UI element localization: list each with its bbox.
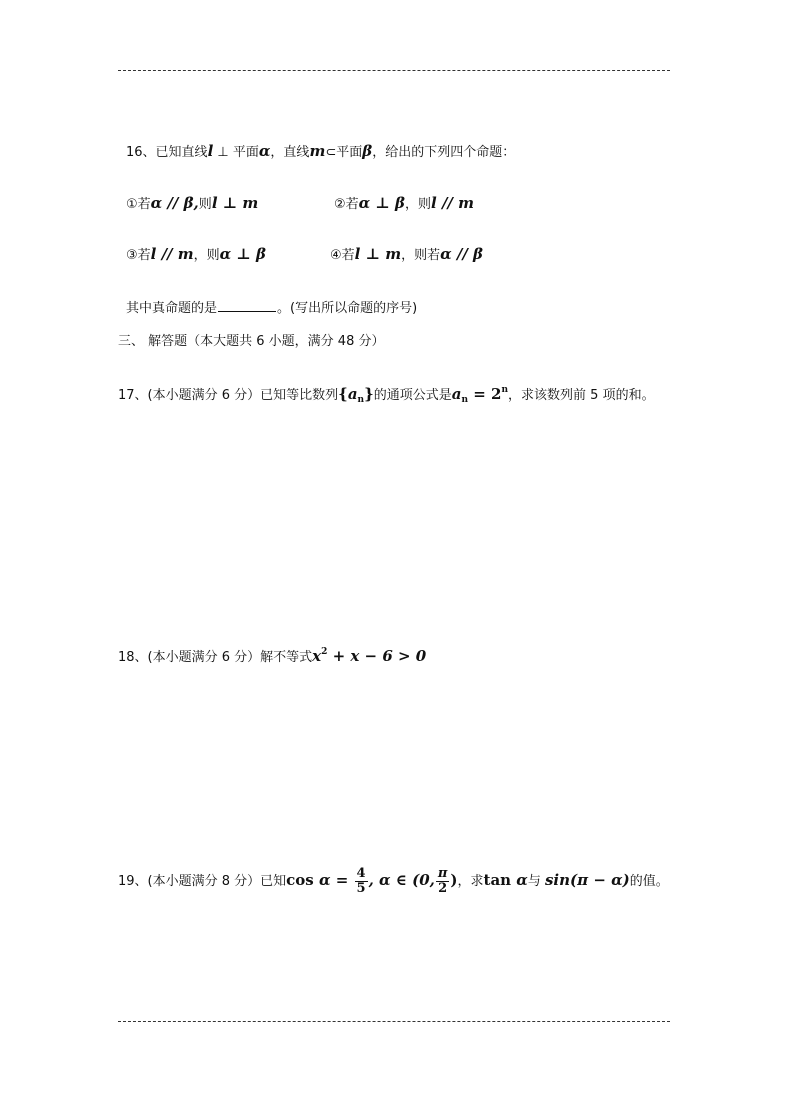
q17: 17、(本小题满分 6 分）已知等比数列$\{a_n\}$的通项公式是$a_n = 2^n$，求该数列前 5 项的和。 — [118, 385, 655, 405]
q16-proposition-3: ③若l // m，则α ⊥ β — [126, 245, 267, 263]
q16-proposition-2: ②若α ⊥ β，则l // m — [334, 194, 475, 212]
q18: 18、(本小题满分 6 分）解不等式$x^2 + x - 6 > 0$ — [118, 647, 427, 665]
answer-blank — [218, 297, 276, 312]
q16-intro: 16、已知直线l ⊥ 平面α，直线m⊂平面β，给出的下列四个命题： — [126, 142, 516, 160]
bottom-dashed-rule — [118, 1021, 670, 1022]
q16-proposition-1: ①若α // β,则l ⊥ m — [126, 194, 259, 212]
fraction-pi-over-two: $\frac{\pi}{2}$ — [437, 866, 448, 896]
q19: 19、(本小题满分 8 分）已知cos α = $\frac{4}{5}$ , α ∈ (0, $\frac{\pi}{2}$ )，求tan α与 sin(π − α)的值。 — [118, 866, 669, 896]
top-dashed-rule — [118, 70, 670, 71]
fraction-four-fifths: $\frac{4}{5}$ — [356, 866, 366, 896]
section-3-heading: 三、 解答题（本大题共 6 小题，满分 48 分） — [118, 334, 385, 349]
q16-proposition-4: ④若l ⊥ m，则若α // β — [330, 245, 483, 263]
q16-question: 其中真命题的是 。(写出所以命题的序号) — [126, 297, 417, 319]
